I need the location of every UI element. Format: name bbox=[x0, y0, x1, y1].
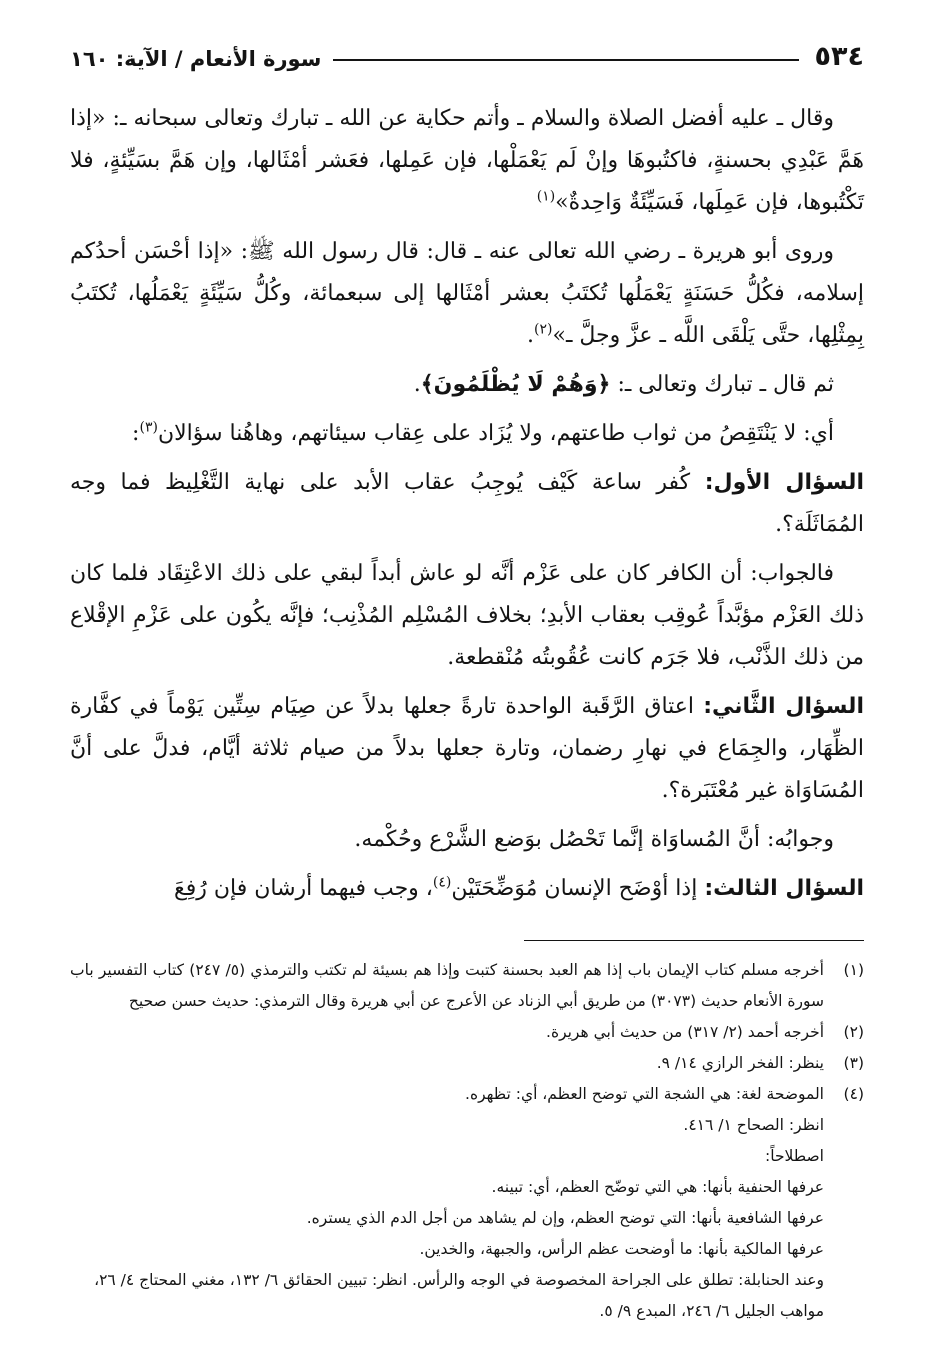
footnote-ref-1: (١) bbox=[536, 188, 556, 205]
footnote-4: (٤) الموضحة لغة: هي الشجة التي توضح العظم، أي: تظهره. bbox=[465, 1085, 864, 1103]
footnote-4-line: عرفها الشافعية بأنها: التي توضح العظم، وإن لم يشاهد من أجل الدم الذي يستره. bbox=[306, 1209, 824, 1227]
footnote-ref-4: (٤) bbox=[432, 874, 452, 891]
footnote-4-line: انظر: الصحاح ١/ ٤١٦. bbox=[683, 1116, 824, 1134]
page-header bbox=[70, 28, 864, 70]
paragraph-verse: ثم قال ـ تبارك وتعالى ـ: ﴿وَهُمْ لَا يُظْلَمُونَ﴾. bbox=[413, 372, 834, 397]
question-2: السؤال الثَّاني: اعتاق الرَّقَبة الواحدة تارةً جعلها بدلاً عن صِيَام سِتِّين يَوْماً في كفَّارة الظِّهَار، والجِمَاع في نهارِ رضمان، وتارة جعلها بدلاً من صيام ثلاثة أيَّام، فدلَّ على أنَّ المُسَاوَاة غير مُعْتَبَرة؟. bbox=[70, 694, 864, 803]
answer-2: وجوابُه: أنَّ المُساوَاة إنَّما تَحْصُل بوَضع الشَّرْع وحُكْمه. bbox=[354, 827, 834, 852]
footnote-4-line: اصطلاحاً: bbox=[765, 1147, 824, 1165]
paragraph-hadith-2: وروى أبو هريرة ـ رضي الله تعالى عنه ـ قال: قال رسول الله ﷺ: «إذا أحْسَن أحدُكم إسلامه، فكُلُّ حَسَنَةٍ يَعْمَلُها تُكتَبُ بعشر أمْثَالها إلى سبعمائة، وكُلُّ سَيِّئَةٍ يَعْمَلُها، تُكتَبُ بِمِثْلِها، حتَّى يَلْقَى اللَّه ـ عزَّ وجلَّ ـ»$^{(٢)}$. bbox=[70, 239, 864, 348]
question-3-label: السؤال الثالث: bbox=[704, 876, 864, 901]
question-3: السؤال الثالث: إذا أوْضَح الإنسان مُوَضِّحَتَيْن$^{(٤)}$، وجب فيهما أرشان فإن رُفِعَ bbox=[174, 874, 864, 901]
footnote-4-line: عرفها الحنفية بأنها: هي التي توضّح العظم، أي: تبينه. bbox=[491, 1178, 824, 1196]
footnote-2: (٢) أخرجه أحمد (٢/ ٣١٧) من حديث أبي هريرة. bbox=[546, 1023, 864, 1041]
footnotes bbox=[70, 955, 864, 1327]
answer-1: فالجواب: أن الكافر كان على عَزْم أنَّه لو عاش أبداً لبقي على ذلك الاعْتِقَاد فلما كان ذلك العَزْم مؤبَّداً عُوقِب بعقاب الأبدِ؛ بخلاف المُسْلِم المُذْنِب؛ فإنَّه يكُون على عَزْمِ الإقْلاع من ذلك الذَّنْب، فلا جَرَم كانت عُقُوبتُه مُنْقطعة. bbox=[70, 561, 864, 670]
question-1-label: السؤال الأول: bbox=[704, 470, 864, 495]
footnote-4-line: وعند الحنابلة: تطلق على الجراحة المخصوصة في الوجه والرأس. انظر: تبيين الحقائق ٦/ ١٣٢، مغني المحتاج ٤/ ٢٦، مواهب الجليل ٦/ ٢٤٦، المبدع ٩/ ٥. bbox=[94, 1271, 824, 1320]
footnote-ref-2: (٢) bbox=[534, 321, 553, 338]
footnote-separator bbox=[524, 940, 864, 941]
footnote-1: (١) أخرجه مسلم كتاب الإيمان باب إذا هم العبد بحسنة كتبت وإذا هم بسيئة لم تكتب والترمذي (٥/ ٢٤٧) كتاب التفسير باب سورة الأنعام حديث (٣٠٧٣) من طريق أبي الزناد عن الأعرج عن أبي هريرة وقال الترمذي: حديث حسن صحيح bbox=[70, 961, 864, 1010]
paragraph-hadith-1: وقال ـ عليه أفضل الصلاة والسلام ـ وأتم حكاية عن الله ـ تبارك وتعالى سبحانه ـ: «إذا هَمَّ عَبْدِي بحسنةٍ، فاكتُبوهَا وإنْ لَم يَعْمَلْها، فإن عَمِلها، فعَشر أمْثَالها، وإن هَمَّ بسَيِّئةٍ، فلا تَكْتُبوها، فإن عَمِلَها، فَسَيِّئَةٌ وَاحِدةٌ»$^{(١)}$ bbox=[70, 106, 864, 215]
footnote-ref-3: (٣) bbox=[139, 419, 158, 436]
footnote-4-line: عرفها المالكية بأنها: ما أوضحت عظم الرأس، والجبهة، والخدين. bbox=[419, 1240, 824, 1258]
footnote-3: (٣) ينظر: الفخر الرازي ١٤/ ٩. bbox=[656, 1054, 864, 1072]
question-2-label: السؤال الثَّاني: bbox=[703, 694, 864, 719]
running-title: سورة الأنعام / الآية: ١٦٠ bbox=[70, 47, 322, 71]
question-1: السؤال الأول: كُفر ساعة كَيْف يُوجِبُ عقاب الأبد على نهاية التَّغْلِيظ فما وجه المُمَاثَلَة؟. bbox=[70, 470, 864, 537]
page-number: ٥٣٤ bbox=[814, 41, 864, 72]
header-rule bbox=[333, 59, 798, 61]
paragraph-explanation: أي: لا يَنْتَقِصُ من ثواب طاعتهم، ولا يُزَاد على عِقاب سيئاتهم، وهاهُنا سؤالان$^{(٣)}$: bbox=[132, 419, 834, 446]
quran-verse: ﴿وَهُمْ لَا يُظْلَمُونَ﴾ bbox=[420, 372, 611, 397]
main-text bbox=[70, 98, 864, 910]
